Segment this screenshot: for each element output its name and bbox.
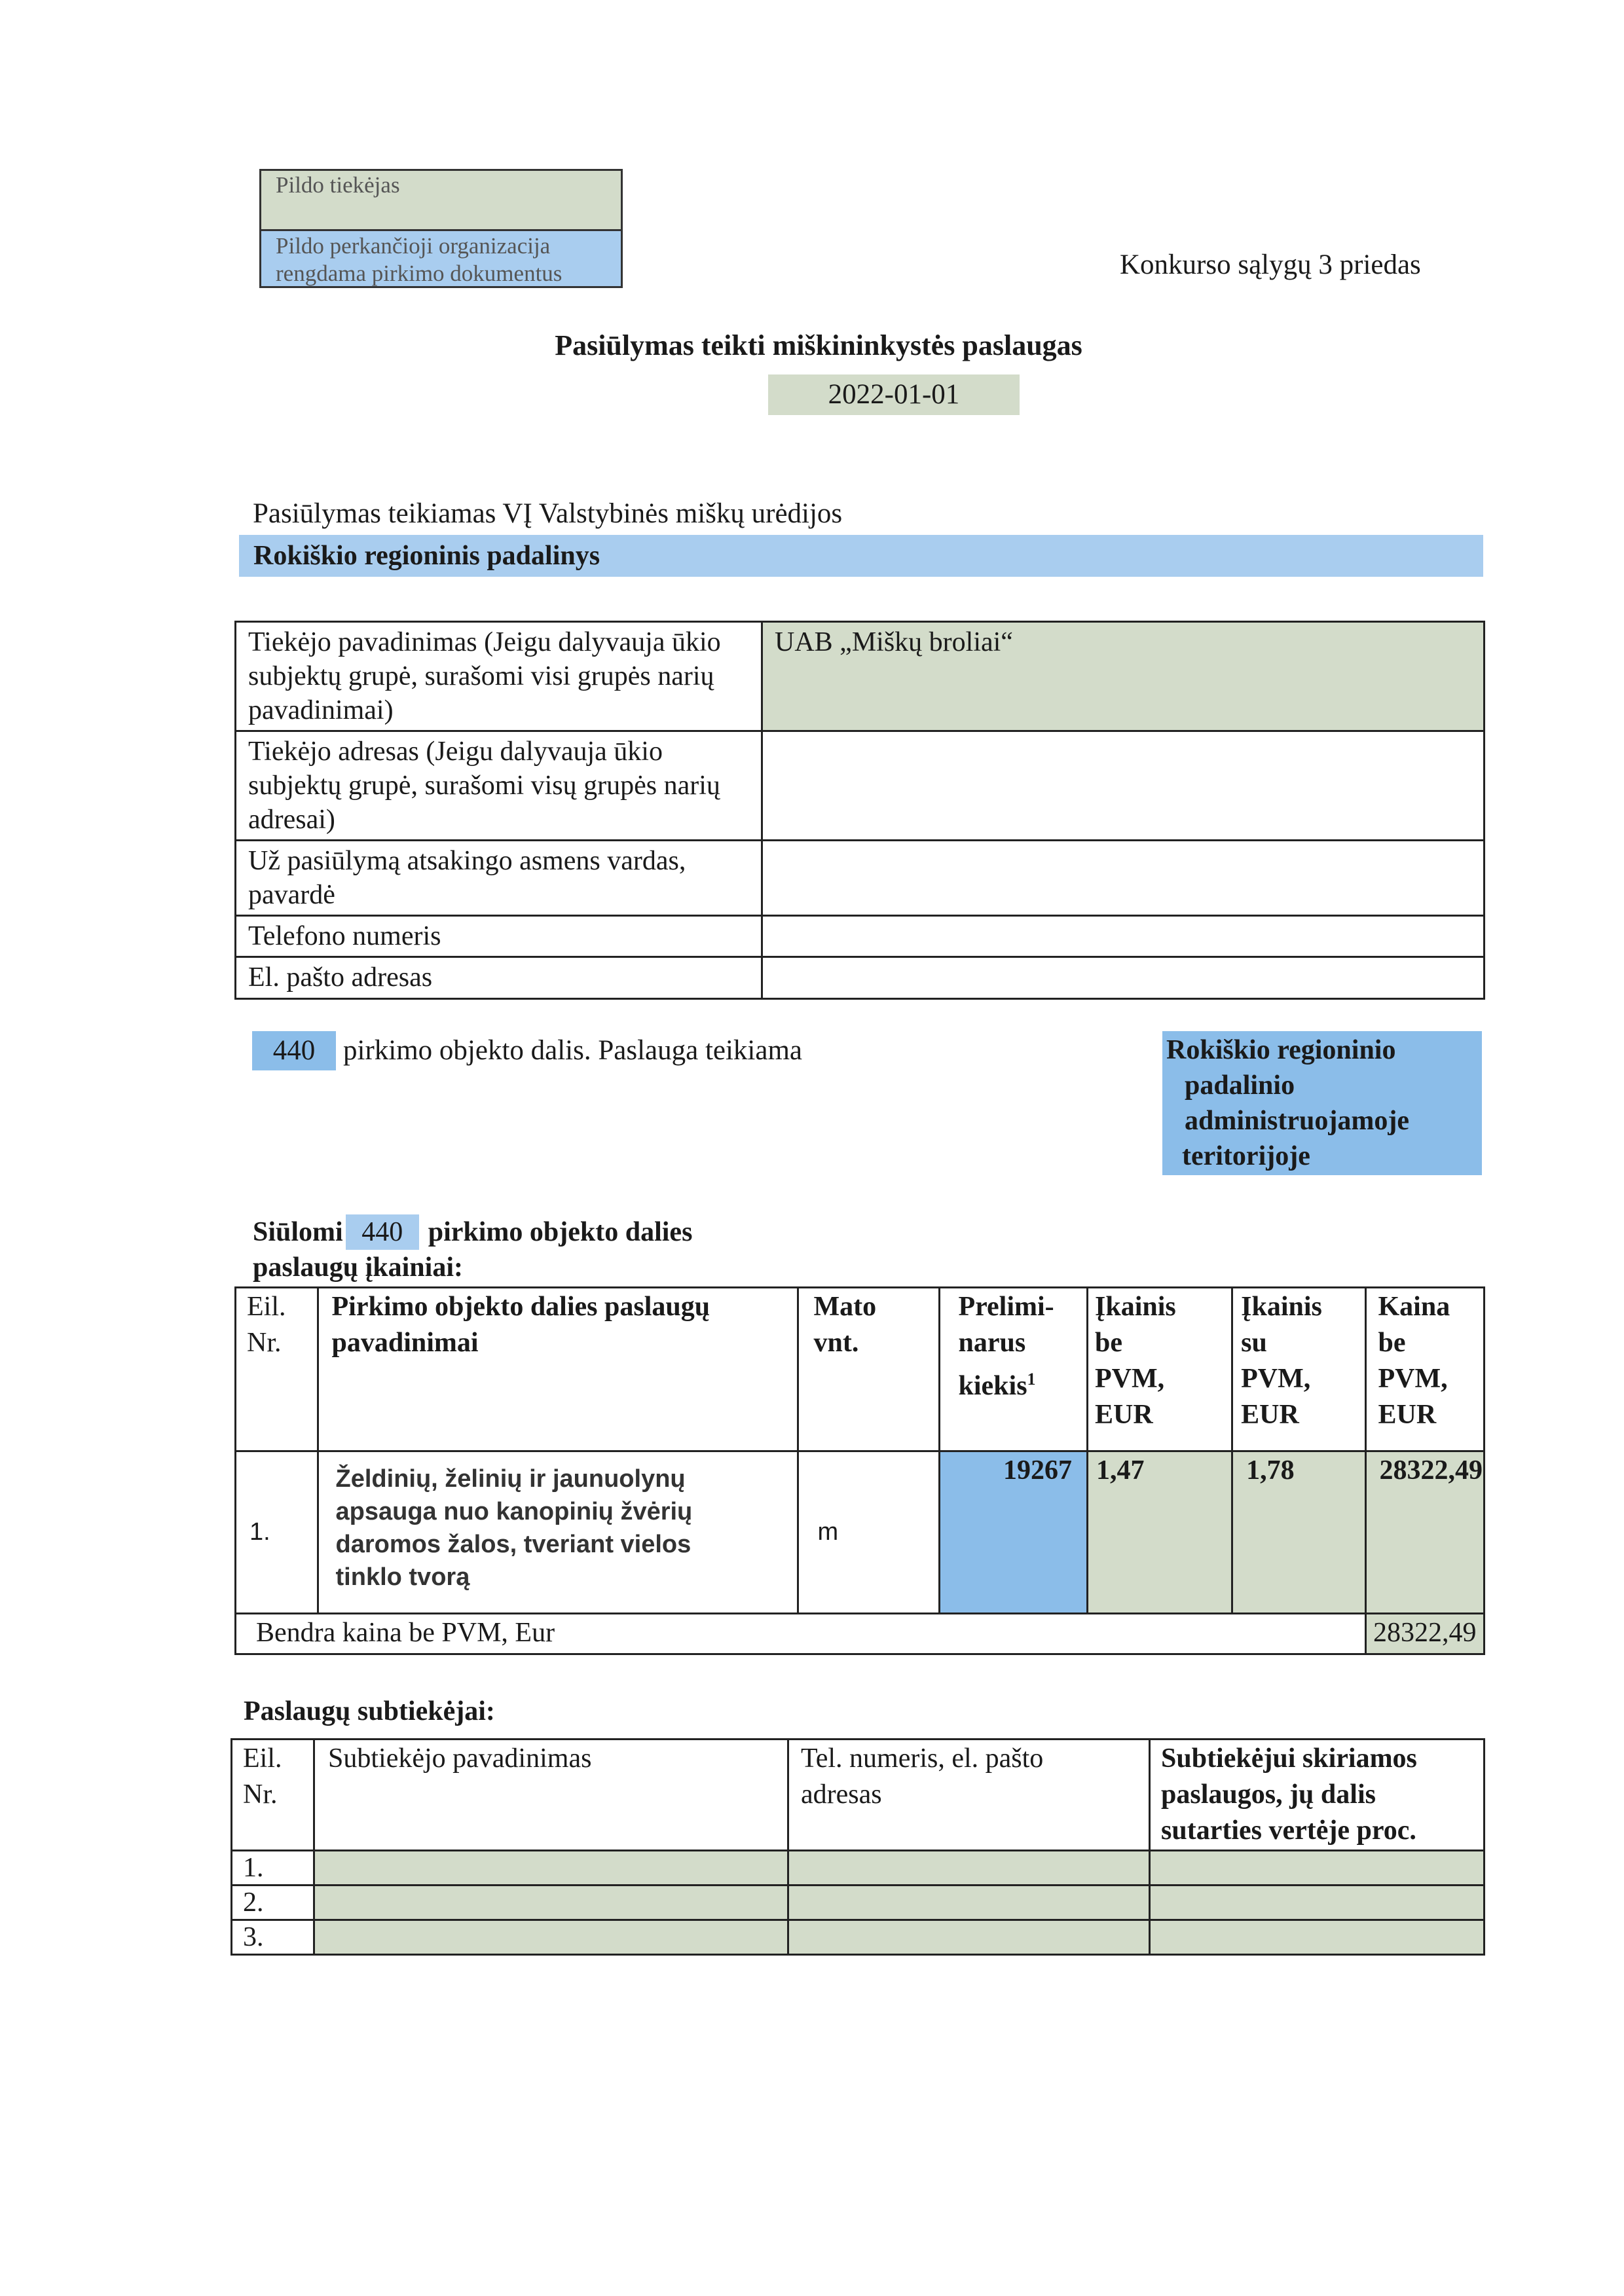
territory-field bbox=[1162, 1031, 1482, 1175]
row-total[interactable]: 28322,49 bbox=[1365, 1451, 1485, 1614]
row-quantity: 19267 bbox=[939, 1451, 1087, 1614]
sub-header-share: Subtiekėjui skiriamos paslaugos, jų dalis sutarties vertėje proc. bbox=[1150, 1740, 1485, 1851]
sub-row bbox=[232, 1886, 1485, 1920]
sub-header-no: Eil. Nr. bbox=[232, 1740, 314, 1851]
responsible-person-value[interactable] bbox=[762, 841, 1485, 916]
col-header-price-vat: Įkainis su PVM, EUR bbox=[1232, 1288, 1365, 1451]
date-field bbox=[768, 374, 1020, 415]
sub-row-name[interactable] bbox=[314, 1886, 788, 1920]
col-header-qty: Prelimi- narus kiekis$^1$ bbox=[939, 1288, 1087, 1451]
legend-supplier-fills bbox=[259, 169, 623, 232]
territory-line1: Rokiškio regioninio bbox=[1166, 1035, 1396, 1065]
email-label: El. pašto adresas bbox=[236, 957, 762, 999]
sub-row-share[interactable] bbox=[1150, 1851, 1485, 1886]
supplier-name-label: Tiekėjo pavadinimas (Jeigu dalyvauja ūkio subjektų grupė, surašomi visi grupės narių pavadinimai) bbox=[236, 622, 762, 731]
row-price-vat[interactable]: 1,78 bbox=[1232, 1451, 1365, 1614]
row-service-name: Želdinių, želinių ir jaunuolynų apsauga nuo kanopinių žvėrių daromos žalos, tveriant vielos tinklo tvorą bbox=[318, 1451, 798, 1614]
territory-line3: administruojamoje bbox=[1185, 1106, 1409, 1136]
prices-part-number: 440 bbox=[346, 1214, 419, 1250]
sub-header-name: Subtiekėjo pavadinimas bbox=[314, 1740, 788, 1851]
col-header-price-no-vat: Įkainis be PVM, EUR bbox=[1087, 1288, 1232, 1451]
sub-header-contact: Tel. numeris, el. pašto adresas bbox=[788, 1740, 1150, 1851]
part-number-field bbox=[252, 1031, 336, 1070]
phone-value[interactable] bbox=[762, 916, 1485, 957]
territory-line4: teritorijoje bbox=[1182, 1141, 1310, 1171]
prices-heading-line2: paslaugų įkainiai: bbox=[253, 1252, 463, 1283]
row-no: 1. bbox=[236, 1451, 318, 1614]
supplier-name-value[interactable]: UAB „Miškų broliai“ bbox=[762, 622, 1485, 731]
supplier-info-table bbox=[234, 621, 1485, 1000]
sub-row-name[interactable] bbox=[314, 1851, 788, 1886]
part-number: 440 bbox=[272, 1035, 316, 1066]
sum-value[interactable]: 28322,49 bbox=[1365, 1614, 1485, 1654]
price-row bbox=[236, 1451, 1485, 1614]
row-price-no-vat[interactable]: 1,47 bbox=[1087, 1451, 1232, 1614]
offer-to: Pasiūlymas teikiamas VĮ Valstybinės miškų urėdijos bbox=[253, 498, 843, 529]
unit-name-field bbox=[239, 535, 1483, 577]
sub-row-no: 1. bbox=[232, 1851, 314, 1886]
sub-row-contact[interactable] bbox=[788, 1920, 1150, 1955]
legend-org-line1: Pildo perkančioji organizacija bbox=[276, 233, 551, 259]
supplier-address-label: Tiekėjo adresas (Jeigu dalyvauja ūkio subjektų grupė, surašomi visų grupės narių adresai) bbox=[236, 731, 762, 841]
subcontractors-table bbox=[231, 1738, 1485, 1956]
prices-heading-suffix: pirkimo objekto dalies bbox=[428, 1217, 693, 1247]
territory-line2: padalinio bbox=[1185, 1070, 1295, 1101]
sub-row-share[interactable] bbox=[1150, 1920, 1485, 1955]
date-value: 2022-01-01 bbox=[828, 379, 960, 410]
subcontractors-heading: Paslaugų subtiekėjai: bbox=[244, 1696, 495, 1726]
email-value[interactable] bbox=[762, 957, 1485, 999]
unit-name: Rokiškio regioninis padalinys bbox=[253, 541, 600, 571]
prices-heading bbox=[253, 1214, 692, 1285]
sub-row-contact[interactable] bbox=[788, 1886, 1150, 1920]
page-title: Pasiūlymas teikti miškininkystės paslaugas bbox=[555, 329, 1082, 361]
supplier-address-value[interactable] bbox=[762, 731, 1485, 841]
sum-label: Bendra kaina be PVM, Eur bbox=[236, 1614, 1366, 1654]
prices-heading-prefix: Siūlomi bbox=[253, 1217, 343, 1247]
col-header-name: Pirkimo objekto dalies paslaugų pavadinimai bbox=[318, 1288, 798, 1451]
sub-row-contact[interactable] bbox=[788, 1851, 1150, 1886]
row-unit: m bbox=[798, 1451, 939, 1614]
qty-footnote: 1 bbox=[1027, 1370, 1036, 1389]
responsible-person-label: Už pasiūlymą atsakingo asmens vardas, pavardė bbox=[236, 841, 762, 916]
col-header-no: Eil. Nr. bbox=[236, 1288, 318, 1451]
sub-row bbox=[232, 1851, 1485, 1886]
phone-label: Telefono numeris bbox=[236, 916, 762, 957]
legend-org-fills bbox=[259, 229, 623, 288]
prices-table bbox=[234, 1286, 1485, 1655]
col-header-unit: Mato vnt. bbox=[798, 1288, 939, 1451]
annex-label: Konkurso sąlygų 3 priedas bbox=[1120, 249, 1421, 280]
legend-org-line2: rengdama pirkimo dokumentus bbox=[276, 261, 563, 286]
sub-row-no: 3. bbox=[232, 1920, 314, 1955]
part-text: pirkimo objekto dalis. Paslauga teikiama bbox=[343, 1035, 802, 1066]
legend-supplier-text: Pildo tiekėjas bbox=[276, 172, 400, 198]
sub-row-no: 2. bbox=[232, 1886, 314, 1920]
col-header-total: Kaina be PVM, EUR bbox=[1365, 1288, 1485, 1451]
sub-row-share[interactable] bbox=[1150, 1886, 1485, 1920]
sub-row-name[interactable] bbox=[314, 1920, 788, 1955]
sub-row bbox=[232, 1920, 1485, 1955]
